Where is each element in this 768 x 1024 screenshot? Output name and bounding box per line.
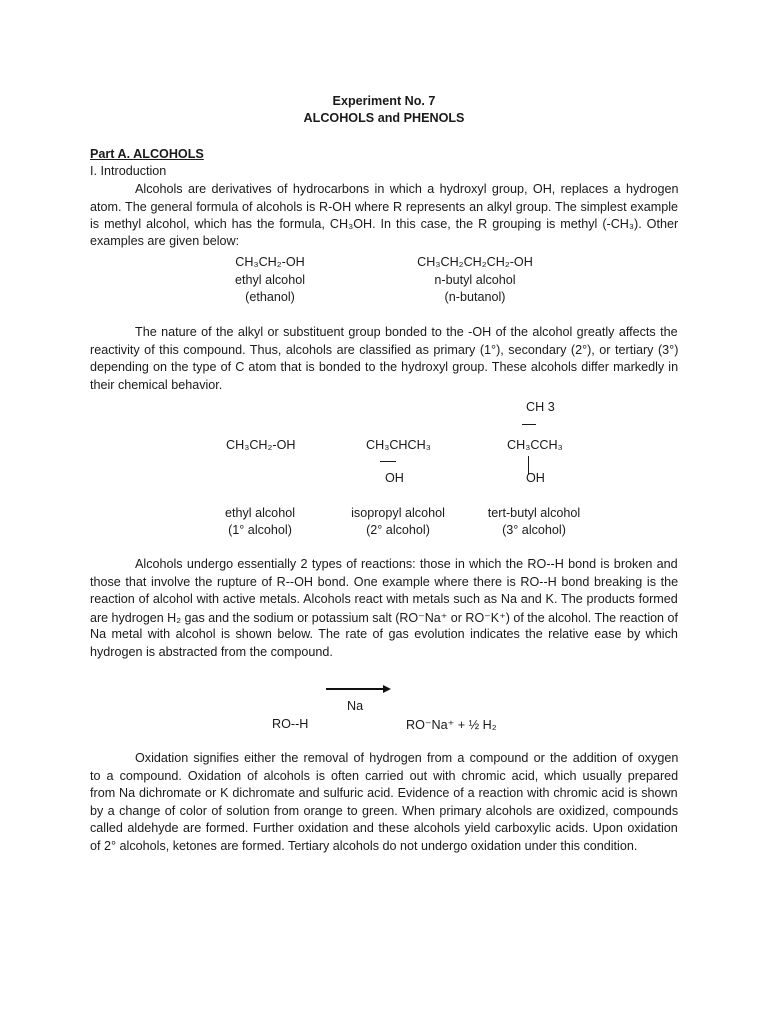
para1-line: atom. The general formula of alcohols is R-OH where R represents an alkyl group. The simplest example [90, 200, 679, 214]
arrow-head-icon [383, 685, 391, 693]
para3-line: hydrogen is abstracted from the compound. [90, 645, 333, 659]
para4-line: called aldehyde are formed. Further oxidation and these alcohols yield carboxylic acids. Upon oxidation [90, 821, 678, 835]
para1-line: is methyl alcohol, which has the formula, CH₃OH. In this case, the R grouping is methyl (-CH₃). Other [90, 217, 679, 231]
para1-line: examples are given below: [90, 234, 240, 248]
para2-line: The nature of the alkyl or substituent group bonded to the -OH of the alcohol greatly affects the [135, 325, 678, 339]
tertiary-oh: OH [526, 471, 545, 485]
tertiary-name: tert-butyl alcohol [487, 506, 581, 520]
secondary-formula: CH₃CHCH₃ [366, 438, 431, 452]
secondary-type: (2° alcohol) [366, 523, 430, 537]
reaction-arrow [326, 688, 384, 690]
part-heading: Part A. ALCOHOLS [90, 147, 204, 161]
example-formula: CH₃CH₂-OH [235, 255, 305, 269]
para4-line: by a change of color of solution from orange to green. When primary alcohols are oxidized, compounds [90, 804, 679, 818]
experiment-number: Experiment No. 7 [332, 94, 436, 108]
para2-line: reactivity of this compound. Thus, alcohols are classified as primary (1°), secondary (2°), or tertiary (3°) [90, 343, 679, 357]
bond-line [522, 424, 536, 425]
para4-line: to a compound. Oxidation of alcohols is often carried out with chromic acid, which usually prepared [90, 769, 679, 783]
para3-line: those that involve the rupture of R--OH bond. One example where there is RO--H bond breaking is the [90, 575, 679, 589]
para3-line: Na metal with alcohol is shown below. The rate of gas evolution indicates the relative ease by which [90, 627, 678, 641]
example-formula: CH₃CH₂CH₂CH₂-OH [417, 255, 533, 269]
para2-line: depending on the type of C atom that is bonded to the hydroxyl group. These alcohols differ markedly in [90, 360, 679, 374]
example-alt-name: (ethanol) [245, 290, 295, 304]
primary-type: (1° alcohol) [228, 523, 292, 537]
example-alt-name: (n-butanol) [444, 290, 506, 304]
para4-line: from Na dichromate or K dichromate and sulfuric acid. Evidence of a reaction with chromic acid is shown [90, 786, 678, 800]
primary-name: ethyl alcohol [224, 506, 295, 520]
experiment-title: ALCOHOLS and PHENOLS [303, 111, 465, 125]
para3-line: are hydrogen H₂ gas and the sodium or potassium salt (RO⁻Na⁺ or RO⁻K⁺) of the alcohol. The reaction of [90, 611, 678, 625]
section-heading: I. Introduction [90, 164, 167, 178]
para4-line: Oxidation signifies either the removal of hydrogen from a compound or the addition of oxygen [135, 751, 679, 765]
secondary-name: isopropyl alcohol [351, 506, 445, 520]
reaction-reactant: RO--H [272, 717, 309, 731]
tertiary-type: (3° alcohol) [502, 523, 566, 537]
reaction-products: RO⁻Na⁺ + ½ H₂ [406, 718, 497, 732]
tertiary-formula: CH₃CCH₃ [507, 438, 563, 452]
example-name: ethyl alcohol [234, 273, 305, 287]
ch3-substituent: CH 3 [526, 400, 555, 414]
example-name: n-butyl alcohol [434, 273, 516, 287]
primary-formula: CH₃CH₂-OH [226, 438, 296, 452]
para3-line: Alcohols undergo essentially 2 types of reactions: those in which the RO--H bond is broken and [135, 557, 678, 571]
secondary-oh: OH [385, 471, 404, 485]
para3-line: reaction of alcohol with active metals. Alcohols react with metals such as Na and K. The products formed [90, 592, 678, 606]
bond-line [380, 461, 396, 462]
para4-line: of 2° alcohols, ketones are formed. Tertiary alcohols do not undergo oxidation under this condition. [90, 839, 638, 853]
reaction-reagent: Na [347, 699, 364, 713]
para1-line: Alcohols are derivatives of hydrocarbons in which a hydroxyl group, OH, replaces a hydrogen [135, 182, 679, 196]
para2-line: their chemical behavior. [90, 378, 223, 392]
